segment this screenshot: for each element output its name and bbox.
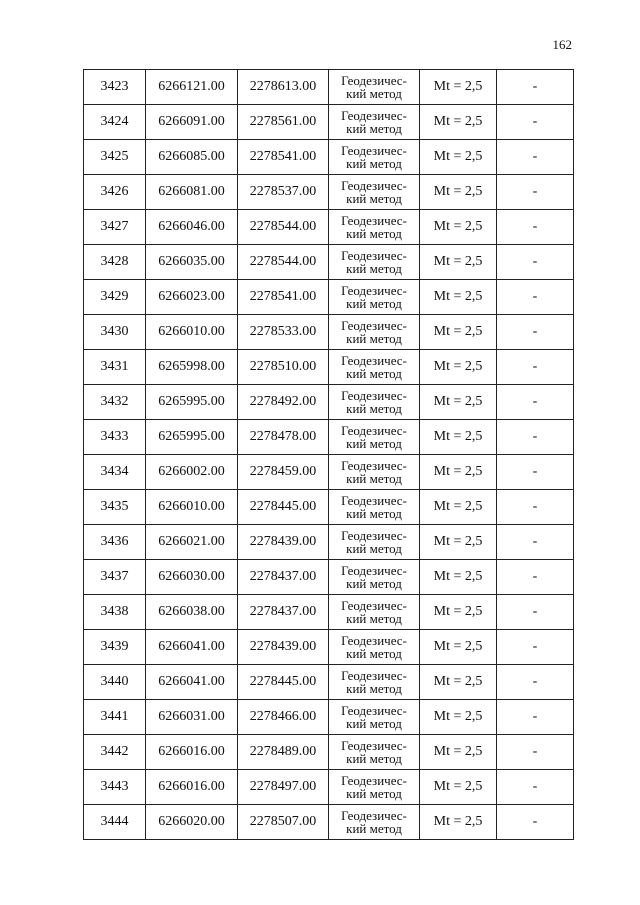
table-row	[84, 350, 574, 385]
note-cell: -	[497, 595, 574, 630]
method-text-line-1: Геодезичес-	[341, 563, 407, 578]
accuracy-cell: Mt = 2,5	[420, 595, 497, 630]
table-row	[84, 455, 574, 490]
table-row	[84, 735, 574, 770]
method-text-line-2: кий метод	[346, 296, 402, 311]
accuracy-cell: Mt = 2,5	[420, 385, 497, 420]
table-row	[84, 700, 574, 735]
method-text-line-2: кий метод	[346, 156, 402, 171]
y-coordinate-cell: 2278510.00	[238, 350, 329, 385]
y-coordinate-cell: 2278445.00	[238, 665, 329, 700]
table-row	[84, 805, 574, 840]
method-cell	[329, 455, 420, 490]
note-cell: -	[497, 315, 574, 350]
x-coordinate-cell: 6266041.00	[146, 665, 238, 700]
method-text-line-2: кий метод	[346, 331, 402, 346]
y-coordinate-cell: 2278459.00	[238, 455, 329, 490]
y-coordinate-cell: 2278437.00	[238, 560, 329, 595]
note-cell: -	[497, 210, 574, 245]
method-cell	[329, 385, 420, 420]
accuracy-cell: Mt = 2,5	[420, 805, 497, 840]
method-cell	[329, 560, 420, 595]
method-text-line-2: кий метод	[346, 611, 402, 626]
table-row	[84, 490, 574, 525]
x-coordinate-cell: 6266016.00	[146, 770, 238, 805]
point-number-cell: 3444	[84, 805, 146, 840]
note-cell: -	[497, 245, 574, 280]
method-text-line-1: Геодезичес-	[341, 773, 407, 788]
method-cell	[329, 280, 420, 315]
method-cell	[329, 525, 420, 560]
method-cell	[329, 700, 420, 735]
note-cell: -	[497, 455, 574, 490]
method-text-line-1: Геодезичес-	[341, 633, 407, 648]
note-cell: -	[497, 630, 574, 665]
note-cell: -	[497, 770, 574, 805]
table-row	[84, 560, 574, 595]
point-number-cell: 3434	[84, 455, 146, 490]
point-number-cell: 3424	[84, 105, 146, 140]
table-row	[84, 630, 574, 665]
table-row	[84, 525, 574, 560]
note-cell: -	[497, 525, 574, 560]
point-number-cell: 3432	[84, 385, 146, 420]
method-text-line-1: Геодезичес-	[341, 213, 407, 228]
method-text-line-1: Геодезичес-	[341, 703, 407, 718]
y-coordinate-cell: 2278541.00	[238, 140, 329, 175]
x-coordinate-cell: 6266016.00	[146, 735, 238, 770]
accuracy-cell: Mt = 2,5	[420, 665, 497, 700]
method-text-line-1: Геодезичес-	[341, 143, 407, 158]
method-text-line-2: кий метод	[346, 541, 402, 556]
method-text-line-1: Геодезичес-	[341, 668, 407, 683]
table-row	[84, 595, 574, 630]
y-coordinate-cell: 2278613.00	[238, 70, 329, 105]
table-row	[84, 280, 574, 315]
method-text-line-2: кий метод	[346, 401, 402, 416]
table-row	[84, 70, 574, 105]
method-text-line-1: Геодезичес-	[341, 493, 407, 508]
point-number-cell: 3442	[84, 735, 146, 770]
method-cell	[329, 770, 420, 805]
point-number-cell: 3443	[84, 770, 146, 805]
note-cell: -	[497, 735, 574, 770]
table-row	[84, 315, 574, 350]
y-coordinate-cell: 2278492.00	[238, 385, 329, 420]
y-coordinate-cell: 2278507.00	[238, 805, 329, 840]
method-text-line-2: кий метод	[346, 786, 402, 801]
note-cell: -	[497, 350, 574, 385]
point-number-cell: 3441	[84, 700, 146, 735]
note-cell: -	[497, 175, 574, 210]
y-coordinate-cell: 2278466.00	[238, 700, 329, 735]
method-text-line-1: Геодезичес-	[341, 528, 407, 543]
method-text-line-2: кий метод	[346, 261, 402, 276]
method-text-line-1: Геодезичес-	[341, 458, 407, 473]
point-number-cell: 3427	[84, 210, 146, 245]
point-number-cell: 3438	[84, 595, 146, 630]
point-number-cell: 3433	[84, 420, 146, 455]
accuracy-cell: Mt = 2,5	[420, 700, 497, 735]
x-coordinate-cell: 6266046.00	[146, 210, 238, 245]
note-cell: -	[497, 140, 574, 175]
point-number-cell: 3428	[84, 245, 146, 280]
accuracy-cell: Mt = 2,5	[420, 245, 497, 280]
method-text-line-2: кий метод	[346, 821, 402, 836]
method-cell	[329, 70, 420, 105]
accuracy-cell: Mt = 2,5	[420, 315, 497, 350]
method-text-line-1: Геодезичес-	[341, 738, 407, 753]
method-text-line-2: кий метод	[346, 716, 402, 731]
x-coordinate-cell: 6266041.00	[146, 630, 238, 665]
method-text-line-2: кий метод	[346, 121, 402, 136]
method-text-line-2: кий метод	[346, 506, 402, 521]
method-cell	[329, 105, 420, 140]
y-coordinate-cell: 2278533.00	[238, 315, 329, 350]
accuracy-cell: Mt = 2,5	[420, 630, 497, 665]
method-text-line-1: Геодезичес-	[341, 598, 407, 613]
accuracy-cell: Mt = 2,5	[420, 735, 497, 770]
method-cell	[329, 665, 420, 700]
method-text-line-2: кий метод	[346, 471, 402, 486]
table-row	[84, 175, 574, 210]
method-text-line-1: Геодезичес-	[341, 423, 407, 438]
method-cell	[329, 315, 420, 350]
note-cell: -	[497, 420, 574, 455]
point-number-cell: 3425	[84, 140, 146, 175]
x-coordinate-cell: 6266010.00	[146, 490, 238, 525]
accuracy-cell: Mt = 2,5	[420, 70, 497, 105]
method-text-line-1: Геодезичес-	[341, 73, 407, 88]
method-cell	[329, 490, 420, 525]
table-row	[84, 665, 574, 700]
point-number-cell: 3431	[84, 350, 146, 385]
x-coordinate-cell: 6266091.00	[146, 105, 238, 140]
method-text-line-2: кий метод	[346, 751, 402, 766]
method-cell	[329, 595, 420, 630]
method-text-line-2: кий метод	[346, 366, 402, 381]
table-body	[84, 70, 574, 840]
x-coordinate-cell: 6265995.00	[146, 385, 238, 420]
note-cell: -	[497, 105, 574, 140]
table-row	[84, 245, 574, 280]
accuracy-cell: Mt = 2,5	[420, 420, 497, 455]
method-text-line-1: Геодезичес-	[341, 318, 407, 333]
accuracy-cell: Mt = 2,5	[420, 770, 497, 805]
point-number-cell: 3426	[84, 175, 146, 210]
table-row	[84, 140, 574, 175]
method-cell	[329, 350, 420, 385]
method-text-line-2: кий метод	[346, 576, 402, 591]
accuracy-cell: Mt = 2,5	[420, 105, 497, 140]
accuracy-cell: Mt = 2,5	[420, 140, 497, 175]
x-coordinate-cell: 6265998.00	[146, 350, 238, 385]
note-cell: -	[497, 490, 574, 525]
table-row	[84, 105, 574, 140]
accuracy-cell: Mt = 2,5	[420, 525, 497, 560]
method-text-line-1: Геодезичес-	[341, 248, 407, 263]
y-coordinate-cell: 2278541.00	[238, 280, 329, 315]
method-text-line-1: Геодезичес-	[341, 178, 407, 193]
x-coordinate-cell: 6266035.00	[146, 245, 238, 280]
accuracy-cell: Mt = 2,5	[420, 210, 497, 245]
table-row	[84, 770, 574, 805]
note-cell: -	[497, 805, 574, 840]
note-cell: -	[497, 280, 574, 315]
x-coordinate-cell: 6266023.00	[146, 280, 238, 315]
x-coordinate-cell: 6265995.00	[146, 420, 238, 455]
method-text-line-2: кий метод	[346, 191, 402, 206]
point-number-cell: 3423	[84, 70, 146, 105]
note-cell: -	[497, 70, 574, 105]
y-coordinate-cell: 2278445.00	[238, 490, 329, 525]
method-cell	[329, 805, 420, 840]
point-number-cell: 3429	[84, 280, 146, 315]
x-coordinate-cell: 6266030.00	[146, 560, 238, 595]
method-text-line-1: Геодезичес-	[341, 808, 407, 823]
method-text-line-1: Геодезичес-	[341, 283, 407, 298]
x-coordinate-cell: 6266010.00	[146, 315, 238, 350]
y-coordinate-cell: 2278561.00	[238, 105, 329, 140]
y-coordinate-cell: 2278439.00	[238, 630, 329, 665]
y-coordinate-cell: 2278537.00	[238, 175, 329, 210]
x-coordinate-cell: 6266020.00	[146, 805, 238, 840]
page-number: 162	[552, 37, 572, 52]
table-row	[84, 420, 574, 455]
x-coordinate-cell: 6266085.00	[146, 140, 238, 175]
method-text-line-1: Геодезичес-	[341, 388, 407, 403]
x-coordinate-cell: 6266002.00	[146, 455, 238, 490]
y-coordinate-cell: 2278489.00	[238, 735, 329, 770]
point-number-cell: 3435	[84, 490, 146, 525]
method-cell	[329, 630, 420, 665]
accuracy-cell: Mt = 2,5	[420, 560, 497, 595]
method-text-line-2: кий метод	[346, 681, 402, 696]
accuracy-cell: Mt = 2,5	[420, 280, 497, 315]
point-number-cell: 3440	[84, 665, 146, 700]
method-cell	[329, 140, 420, 175]
y-coordinate-cell: 2278497.00	[238, 770, 329, 805]
y-coordinate-cell: 2278437.00	[238, 595, 329, 630]
point-number-cell: 3439	[84, 630, 146, 665]
method-cell	[329, 175, 420, 210]
table-row	[84, 210, 574, 245]
table-row	[84, 385, 574, 420]
x-coordinate-cell: 6266081.00	[146, 175, 238, 210]
note-cell: -	[497, 700, 574, 735]
y-coordinate-cell: 2278544.00	[238, 210, 329, 245]
note-cell: -	[497, 665, 574, 700]
accuracy-cell: Mt = 2,5	[420, 455, 497, 490]
point-number-cell: 3436	[84, 525, 146, 560]
y-coordinate-cell: 2278478.00	[238, 420, 329, 455]
method-text-line-2: кий метод	[346, 226, 402, 241]
accuracy-cell: Mt = 2,5	[420, 175, 497, 210]
point-number-cell: 3430	[84, 315, 146, 350]
method-text-line-1: Геодезичес-	[341, 108, 407, 123]
method-text-line-2: кий метод	[346, 646, 402, 661]
coordinates-table	[83, 69, 574, 840]
accuracy-cell: Mt = 2,5	[420, 350, 497, 385]
method-cell	[329, 245, 420, 280]
x-coordinate-cell: 6266038.00	[146, 595, 238, 630]
method-text-line-1: Геодезичес-	[341, 353, 407, 368]
y-coordinate-cell: 2278544.00	[238, 245, 329, 280]
method-text-line-2: кий метод	[346, 86, 402, 101]
accuracy-cell: Mt = 2,5	[420, 490, 497, 525]
x-coordinate-cell: 6266021.00	[146, 525, 238, 560]
method-cell	[329, 210, 420, 245]
y-coordinate-cell: 2278439.00	[238, 525, 329, 560]
note-cell: -	[497, 560, 574, 595]
point-number-cell: 3437	[84, 560, 146, 595]
method-cell	[329, 735, 420, 770]
method-cell	[329, 420, 420, 455]
x-coordinate-cell: 6266121.00	[146, 70, 238, 105]
x-coordinate-cell: 6266031.00	[146, 700, 238, 735]
note-cell: -	[497, 385, 574, 420]
method-text-line-2: кий метод	[346, 436, 402, 451]
